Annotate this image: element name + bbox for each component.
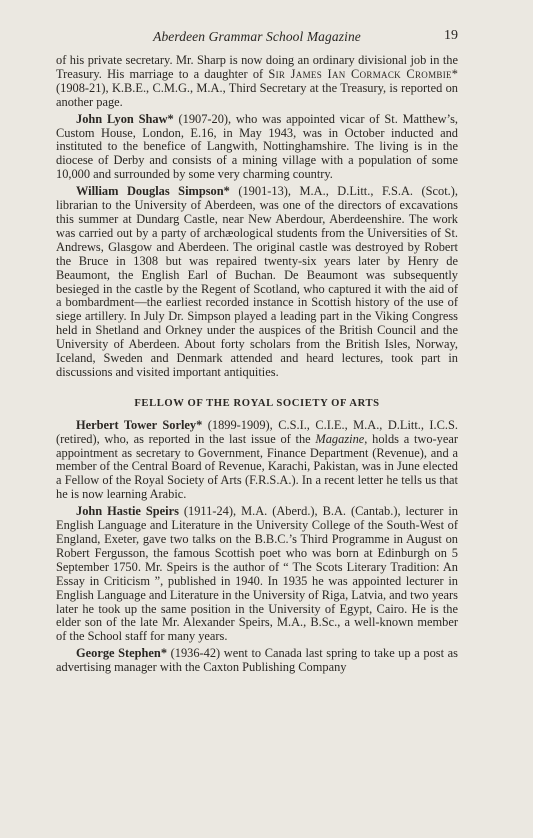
simpson-name: William Douglas Simpson* xyxy=(76,184,230,199)
intro-text-2: * (1908-21), K.B.E., C.M.G., M.A., Third Secretary at the Treasury, is reported on another page. xyxy=(56,66,458,109)
magazine-italic: Magazine xyxy=(315,431,365,446)
shaw-text: (1907-20), who was appointed vicar of St. Matthew’s, Custom House, London, E.16, in May 1943, was in October inducted and instituted to the benefice of Langwith, Nottinghamshire. The living is in the diocese of Derby and consists of a mining village with a population of some 10,000 and surrounded by some very charming country. xyxy=(56,111,458,182)
shaw-name: John Lyon Shaw* xyxy=(76,111,174,126)
stephen-text: (1936-42) went to Canada last spring to take up a post as advertising manager with the Caxton Publishing Company xyxy=(56,646,458,675)
running-title: Aberdeen Grammar School Magazine xyxy=(153,29,361,44)
sorley-text-2: , holds a two-year appointment as secretary to Government, Finance Department (Revenue), and a member of the Central Board of Revenue, Karachi, Pakistan, was in June elected a Fellow of the Royal Society of Arts (F.R.S.A.). In a recent letter he tells us that he is now learning Arabic. xyxy=(56,431,458,502)
paragraph-simpson xyxy=(56,185,458,380)
intro-text-1: of his private secretary. Mr. Sharp is now doing an ordinary divisional job in the Treasury. His marriage to a daughter of xyxy=(56,53,458,81)
speirs-name: John Hastie Speirs xyxy=(76,504,179,519)
crombie-name: Sir James Ian Cormack Crombie xyxy=(268,66,452,81)
page-header xyxy=(56,29,458,47)
paragraph-stephen xyxy=(56,647,458,675)
paragraph-shaw xyxy=(56,113,458,183)
speirs-text: (1911-24), M.A. (Aberd.), B.A. (Cantab.), lecturer in English Language and Literature in the University College of the South-West of England, Exeter, gave two talks on the B.B.C.’s Third Programme in August on Robert Fergusson, the famous Scottish poet who was born at Edinburgh on 5 September 1750. Mr. Speirs is the author of “ The Scots Literary Tradition: An Essay in Criticism ”, published in 1940. In 1935 he was appointed lecturer in English Language and Literature in the University of Riga, Latvia, and two years later he took up the same position in the University of Egypt, Cairo. He is the elder son of the late Mr. Alexander Speirs, M.A., B.Sc., a well-known member of the School staff for many years. xyxy=(56,504,458,644)
page-body xyxy=(56,54,458,676)
page-number: 19 xyxy=(444,28,458,43)
paragraph-sorley xyxy=(56,419,458,502)
sorley-text-1: (1899-1909), C.S.I., C.I.E., M.A., D.Litt., I.C.S. (retired), who, as reported in the last issue of the xyxy=(56,417,459,446)
stephen-name: George Stephen* xyxy=(76,646,168,661)
section-heading: FELLOW OF THE ROYAL SOCIETY OF ARTS xyxy=(134,397,380,409)
simpson-text: (1901-13), M.A., D.Litt., F.S.A. (Scot.), librarian to the University of Aberdeen, was one of the directors of excavations this summer at Dundarg Castle, near New Aberdour, Aberdeenshire. The work was carried out by a party of archæological students from the Universities of St. Andrews, Glasgow and Aberdeen. The original castle was destroyed by Robert the Bruce in 1308 but was repaired twenty-six years later by Henry de Beaumont, the English Earl of Buchan. De Beaumont was subsequently besieged in the castle by the Regent of Scotland, who captured it with the aid of a bombardment—the earliest recorded instance in Scottish history of the use of siege artillery. In July Dr. Simpson played a leading part in the Viking Congress held in Shetland and Orkney under the auspices of the British Council and the University of Aberdeen. About forty scholars from the British Isles, Norway, Iceland, Sweden and Denmark attended and heard lectures, took part in discussions and visited important antiquities. xyxy=(56,184,458,379)
paragraph-speirs xyxy=(56,505,458,644)
paragraph-intro xyxy=(56,54,458,110)
sorley-name: Herbert Tower Sorley* xyxy=(76,417,203,432)
